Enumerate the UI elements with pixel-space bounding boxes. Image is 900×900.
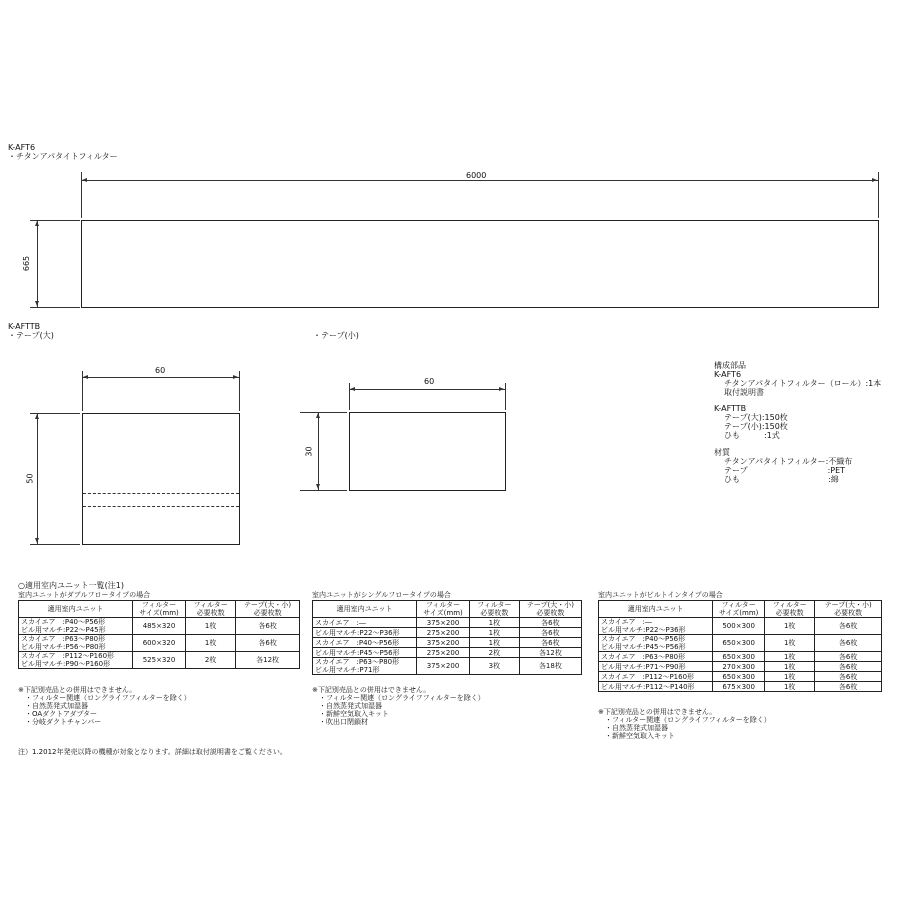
cell-tape: 各6枚 (236, 618, 300, 635)
table-row (313, 638, 582, 648)
cell-count: 1枚 (469, 638, 519, 648)
footnote: 注）1.2012年発売以降の機種が対象となります。詳細は取付説明書をご覧ください。 (18, 748, 287, 756)
tape-small-arrow-d (316, 484, 320, 489)
dim-line-665 (37, 220, 38, 307)
cell-tape: 各12枚 (519, 648, 581, 658)
cell-count: 2枚 (469, 648, 519, 658)
cell-size: 375×200 (417, 658, 470, 675)
table-double-flow (18, 600, 300, 669)
unit-list-title: ○適用室内ユニット一覧(注1) (18, 581, 124, 590)
table1-caption: 室内ユニットがダブルフロータイプの場合 (18, 591, 151, 599)
cell-tape: 各6枚 (519, 628, 581, 638)
cell-unit: スカイエア :P112～P160形 (599, 672, 713, 682)
components-group2-model: K-AFTTB (714, 404, 747, 413)
cell-unit: スカイエア :P40～P56形 ビル用マルチ:P45～P56形 (599, 635, 713, 652)
column-header: 適用室内ユニット (19, 601, 133, 618)
table-header-row (313, 601, 582, 618)
tape-large-ext-right (239, 371, 240, 411)
cell-size: 270×300 (713, 662, 765, 672)
cell-tape: 各6枚 (815, 635, 882, 652)
cell-unit: スカイエア :P63～P80形 (599, 652, 713, 662)
components-group2-line2: テープ(小):150枚 (724, 422, 788, 431)
tape-large-dim-h (37, 413, 38, 544)
cell-tape: 各18枚 (519, 658, 581, 675)
table-header-row (599, 601, 882, 618)
tape-small-outline (349, 412, 506, 491)
table-row (19, 635, 300, 652)
dim-ext-right (878, 172, 879, 218)
column-header: フィルター サイズ(mm) (417, 601, 470, 618)
dim-665-label: 665 (22, 255, 32, 272)
cell-count: 1枚 (186, 635, 236, 652)
column-header: 適用室内ユニット (599, 601, 713, 618)
cell-unit: スカイエア :P63～P80形 ビル用マルチ:P71形 (313, 658, 417, 675)
table-row (313, 628, 582, 638)
tape-small-arrow-u (316, 413, 320, 418)
tape-small-ext-right (505, 383, 506, 410)
cell-unit: スカイエア :― ビル用マルチ:P22～P36形 (599, 618, 713, 635)
cell-size: 650×300 (713, 635, 765, 652)
tape-large-arrow-r (233, 375, 238, 379)
table1-notes: ※下記別売品との併用はできません。 ・フィルター関連（ロングライフフィルターを除く） ・自然蒸発式加湿器 ・OAダクトアダプター ・分岐ダクトチャンバー (18, 686, 191, 726)
table-row (599, 635, 882, 652)
table-single-flow (312, 600, 582, 675)
tape-large-dash-1 (83, 493, 239, 494)
dim-arrow-left (82, 178, 87, 182)
tape-large-dim-w (82, 377, 239, 378)
tape-large-ext-bottom (30, 544, 80, 545)
cell-tape: 各6枚 (519, 618, 581, 628)
column-header: フィルター 必要枚数 (186, 601, 236, 618)
table-row (313, 658, 582, 675)
cell-tape: 各6枚 (815, 652, 882, 662)
dim-ext-bottom (30, 307, 80, 308)
cell-count: 1枚 (765, 672, 815, 682)
cell-count: 1枚 (186, 618, 236, 635)
cell-count: 1枚 (765, 682, 815, 692)
dim-arrow-up (35, 221, 39, 226)
dim-arrow-right (872, 178, 877, 182)
filter-name: ・チタンアパタイトフィルター (8, 152, 118, 161)
column-header: フィルター サイズ(mm) (132, 601, 185, 618)
table3-caption: 室内ユニットがビルトインタイプの場合 (598, 591, 723, 599)
cell-size: 275×200 (417, 648, 470, 658)
components-group2-line3: ひも :1式 (724, 431, 780, 440)
cell-tape: 各6枚 (519, 638, 581, 648)
table-row (599, 652, 882, 662)
column-header: テープ(大・小) 必要枚数 (236, 601, 300, 618)
cell-unit: ビル用マルチ:P45～P56形 (313, 648, 417, 658)
tape-small-arrow-l (350, 387, 355, 391)
table-row (19, 618, 300, 635)
components-group1-model: K-AFT6 (714, 370, 742, 379)
column-header: フィルター サイズ(mm) (713, 601, 765, 618)
dim-arrow-down (35, 301, 39, 306)
cell-size: 500×300 (713, 618, 765, 635)
table-row (313, 618, 582, 628)
column-header: 適用室内ユニット (313, 601, 417, 618)
cell-count: 1枚 (765, 652, 815, 662)
tape-small-ext-bottom (300, 490, 347, 491)
tape-small-label: ・テープ(小) (313, 331, 359, 340)
table3-notes: ※下記別売品との併用はできません。 ・フィルター関連（ロングライフフィルターを除く） ・自然蒸発式加湿器 ・新鮮空気取入キット (598, 708, 771, 740)
cell-count: 1枚 (765, 618, 815, 635)
cell-tape: 各6枚 (815, 618, 882, 635)
tape-large-w-label: 60 (155, 366, 166, 375)
cell-size: 650×300 (713, 652, 765, 662)
cell-tape: 各12枚 (236, 652, 300, 669)
cell-count: 1枚 (765, 662, 815, 672)
cell-count: 1枚 (469, 618, 519, 628)
cell-unit: ビル用マルチ:P112～P140形 (599, 682, 713, 692)
tape-small-ext-top (300, 412, 347, 413)
dim-6000-label: 6000 (466, 171, 487, 180)
cell-unit: スカイエア :P40～P56形 ビル用マルチ:P22～P45形 (19, 618, 133, 635)
table-row (599, 672, 882, 682)
filter-roll-outline (81, 220, 879, 308)
tape-large-arrow-d (35, 538, 39, 543)
tape-small-arrow-r (499, 387, 504, 391)
components-group2-line1: テープ(大):150枚 (724, 413, 788, 422)
cell-size: 485×320 (132, 618, 185, 635)
cell-unit: スカイエア :― (313, 618, 417, 628)
table-row (313, 648, 582, 658)
material-line2: テープ :PET (724, 466, 846, 475)
table-row (599, 682, 882, 692)
material-title: 材質 (714, 448, 730, 457)
cell-size: 650×300 (713, 672, 765, 682)
column-header: フィルター 必要枚数 (469, 601, 519, 618)
tape-small-dim-h (318, 412, 319, 490)
dim-line-6000 (81, 180, 878, 181)
cell-size: 600×320 (132, 635, 185, 652)
cell-size: 375×200 (417, 618, 470, 628)
filter-model: K-AFT6 (8, 143, 36, 152)
components-group1-line1: チタンアパタイトフィルター（ロール）:1本 (724, 379, 882, 388)
cell-tape: 各6枚 (815, 682, 882, 692)
tape-large-outline (82, 413, 240, 545)
table-row (599, 618, 882, 635)
cell-unit: ビル用マルチ:P22～P36形 (313, 628, 417, 638)
cell-unit: スカイエア :P112～P160形 ビル用マルチ:P90～P160形 (19, 652, 133, 669)
table2-caption: 室内ユニットがシングルフロータイプの場合 (312, 591, 451, 599)
components-group1-line2: 取付説明書 (724, 388, 764, 397)
tape-large-label: ・テープ(大) (8, 331, 54, 340)
cell-count: 1枚 (469, 628, 519, 638)
components-title: 構成部品 (714, 361, 746, 370)
tape-small-w-label: 60 (424, 377, 435, 386)
cell-count: 3枚 (469, 658, 519, 675)
table-header-row (19, 601, 300, 618)
table-row (19, 652, 300, 669)
cell-size: 375×200 (417, 638, 470, 648)
cell-count: 1枚 (765, 635, 815, 652)
table2-notes: ※下記別売品との併用はできません。 ・フィルター関連（ロングライフフィルターを除く） ・自然蒸発式加湿器 ・新鮮空気取入キット ・吹出口閉鎖材 (312, 686, 485, 726)
cell-tape: 各6枚 (236, 635, 300, 652)
tape-kit-model: K-AFTTB (8, 322, 41, 331)
cell-unit: スカイエア :P63～P80形 ビル用マルチ:P56～P80形 (19, 635, 133, 652)
column-header: フィルター 必要枚数 (765, 601, 815, 618)
cell-unit: ビル用マルチ:P71～P90形 (599, 662, 713, 672)
tape-small-h-label: 30 (304, 446, 314, 457)
column-header: テープ(大・小) 必要枚数 (519, 601, 581, 618)
table-row (599, 662, 882, 672)
cell-size: 525×320 (132, 652, 185, 669)
tape-large-dash-2 (83, 506, 239, 507)
cell-size: 675×300 (713, 682, 765, 692)
cell-size: 275×200 (417, 628, 470, 638)
cell-tape: 各6枚 (815, 662, 882, 672)
column-header: テープ(大・小) 必要枚数 (815, 601, 882, 618)
tape-large-arrow-l (83, 375, 88, 379)
tape-large-h-label: 50 (25, 473, 35, 484)
cell-count: 2枚 (186, 652, 236, 669)
material-line1: チタンアパタイトフィルター:不織布 (724, 457, 853, 466)
table-built-in (598, 600, 882, 692)
cell-tape: 各6枚 (815, 672, 882, 682)
tape-small-dim-w (349, 389, 505, 390)
tape-large-arrow-u (35, 414, 39, 419)
material-line3: ひも :綿 (724, 475, 839, 484)
cell-unit: スカイエア :P40～P56形 (313, 638, 417, 648)
